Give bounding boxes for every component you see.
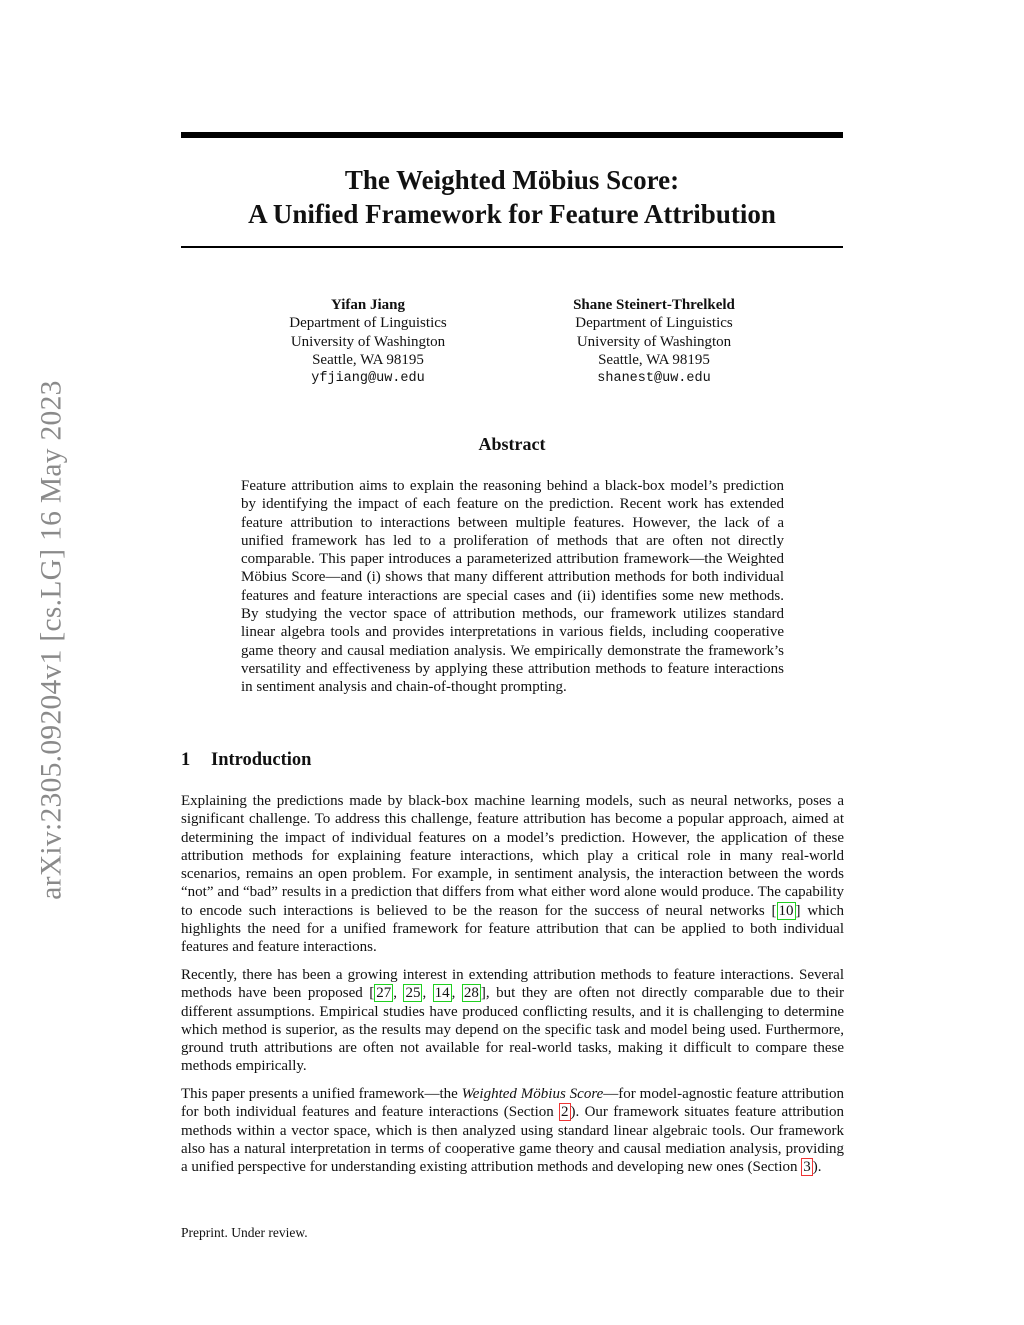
author-department: Department of Linguistics bbox=[289, 315, 447, 332]
citation-link[interactable]: 27 bbox=[376, 985, 392, 1002]
paragraph-text: This paper presents a unified framework—the bbox=[181, 1086, 462, 1102]
citation-separator: , bbox=[422, 985, 433, 1002]
author-name: Yifan Jiang bbox=[330, 297, 406, 313]
abstract-body: Feature attribution aims to explain the reasoning behind a black-box model’s prediction by identifying the impact of each feature on the prediction. Recent work has extended feature attribution to interactions between multiple features. However, the lack of a unified framework has led to a proliferation of methods that are often not directly comparable. This paper introduces a parameterized attribution framework—the Weighted Möbius Score—and (i) shows that many different attribution methods for both individual features and feature interactions are special cases and (ii) identifies some new methods. By studying the vector space of attribution methods, our framework utilizes standard linear algebra tools and provides interpretations in various fields, including cooperative game theory and causal mediation analysis. We empirically demonstrate the framework’s versatility and effectiveness by applying these attribution methods to feature interactions in sentiment analysis and chain-of-thought prompting. bbox=[241, 478, 784, 696]
paragraph-text: ], but they are often not directly comparable due to their different assumptions. Empirical studies have produced conflicting results, and it is challenging to determine which method is superior, as the results may depend on the specific task and model being used. Furthermore, ground truth attributions are often not available for real-world tasks, making it difficult to compare these methods empirically. bbox=[181, 985, 845, 1075]
author-name: Shane Steinert-Threlkeld bbox=[573, 297, 735, 313]
author-university: University of Washington bbox=[576, 333, 732, 350]
author-department: Department of Linguistics bbox=[575, 315, 733, 332]
title-line-1: The Weighted Möbius Score: bbox=[344, 165, 680, 195]
author-email[interactable]: shanest@uw.edu bbox=[597, 370, 711, 386]
citation-link[interactable]: 28 bbox=[463, 985, 479, 1002]
citation-separator: , bbox=[393, 985, 404, 1002]
citation-separator: , bbox=[451, 985, 462, 1002]
section-number: 1 bbox=[181, 750, 191, 770]
title-top-rule bbox=[181, 132, 843, 138]
author-location: Seattle, WA 98195 bbox=[312, 352, 424, 369]
paragraph-text: Explaining the predictions made by black-box machine learning models, such as neural networks, poses a significant challenge. To address this challenge, feature attribution has become a popular approach, aimed at determining the impact of individual features on a model’s prediction. However, the application of these attribution methods for explaining feature interactions, which play a critical role in many real-world scenarios, remains an open problem. For example, in sentiment analysis, the interaction between the words “not” and “bad” results in a prediction that differs from what either word alone would produce. The capability to encode such interactions is believed to be the reason for the success of neural networks [ bbox=[181, 793, 844, 919]
section-heading-introduction bbox=[181, 750, 311, 771]
author-block-2 bbox=[526, 296, 782, 388]
author-email[interactable]: yfjiang@uw.edu bbox=[311, 370, 425, 386]
citation-link[interactable]: 25 bbox=[405, 985, 421, 1002]
emphasized-term: Weighted Möbius Score bbox=[461, 1086, 604, 1102]
paragraph-text: ). Our framework situates feature attribution methods within a vector space, which is then analyzed using standard linear algebraic tools. Our framework also has a natural interpretation in terms of cooperative game theory and causal mediation analysis, providing a unified perspective for understanding existing attribution methods and developing new ones (Section bbox=[181, 1104, 844, 1176]
author-university: University of Washington bbox=[290, 333, 446, 350]
paragraph-text: ). bbox=[812, 1159, 822, 1176]
intro-paragraph-2 bbox=[181, 966, 844, 1076]
citation-link[interactable]: 10 bbox=[778, 902, 794, 919]
paragraph-text: Recently, there has been a growing interest in extending attribution methods to feature interactions. Several methods have been proposed [ bbox=[181, 967, 844, 1002]
author-location: Seattle, WA 98195 bbox=[598, 352, 710, 369]
citation-link[interactable]: 14 bbox=[434, 985, 450, 1002]
title-bottom-rule bbox=[181, 246, 843, 248]
title-line-2: A Unified Framework for Feature Attribution bbox=[248, 199, 776, 229]
intro-paragraph-3 bbox=[181, 1085, 844, 1176]
author-block-1 bbox=[240, 296, 496, 388]
section-reference-link[interactable]: 2 bbox=[561, 1104, 569, 1121]
paragraph-text: ] which highlights the need for a unified framework for feature attribution that can be applied to both individual features and feature interactions. bbox=[181, 902, 844, 956]
paper-title bbox=[181, 163, 843, 231]
section-reference-link[interactable]: 3 bbox=[803, 1159, 811, 1176]
paragraph-text: —for model-agnostic feature attribution for both individual features and feature interactions (Section bbox=[181, 1086, 844, 1121]
section-title: Introduction bbox=[211, 750, 312, 770]
abstract-heading: Abstract bbox=[478, 434, 546, 454]
preprint-footnote: Preprint. Under review. bbox=[181, 1225, 308, 1240]
intro-paragraph-1 bbox=[181, 792, 844, 957]
arxiv-identifier-stamp: arXiv:2305.09204v1 [cs.LG] 16 May 2023 bbox=[35, 380, 68, 900]
